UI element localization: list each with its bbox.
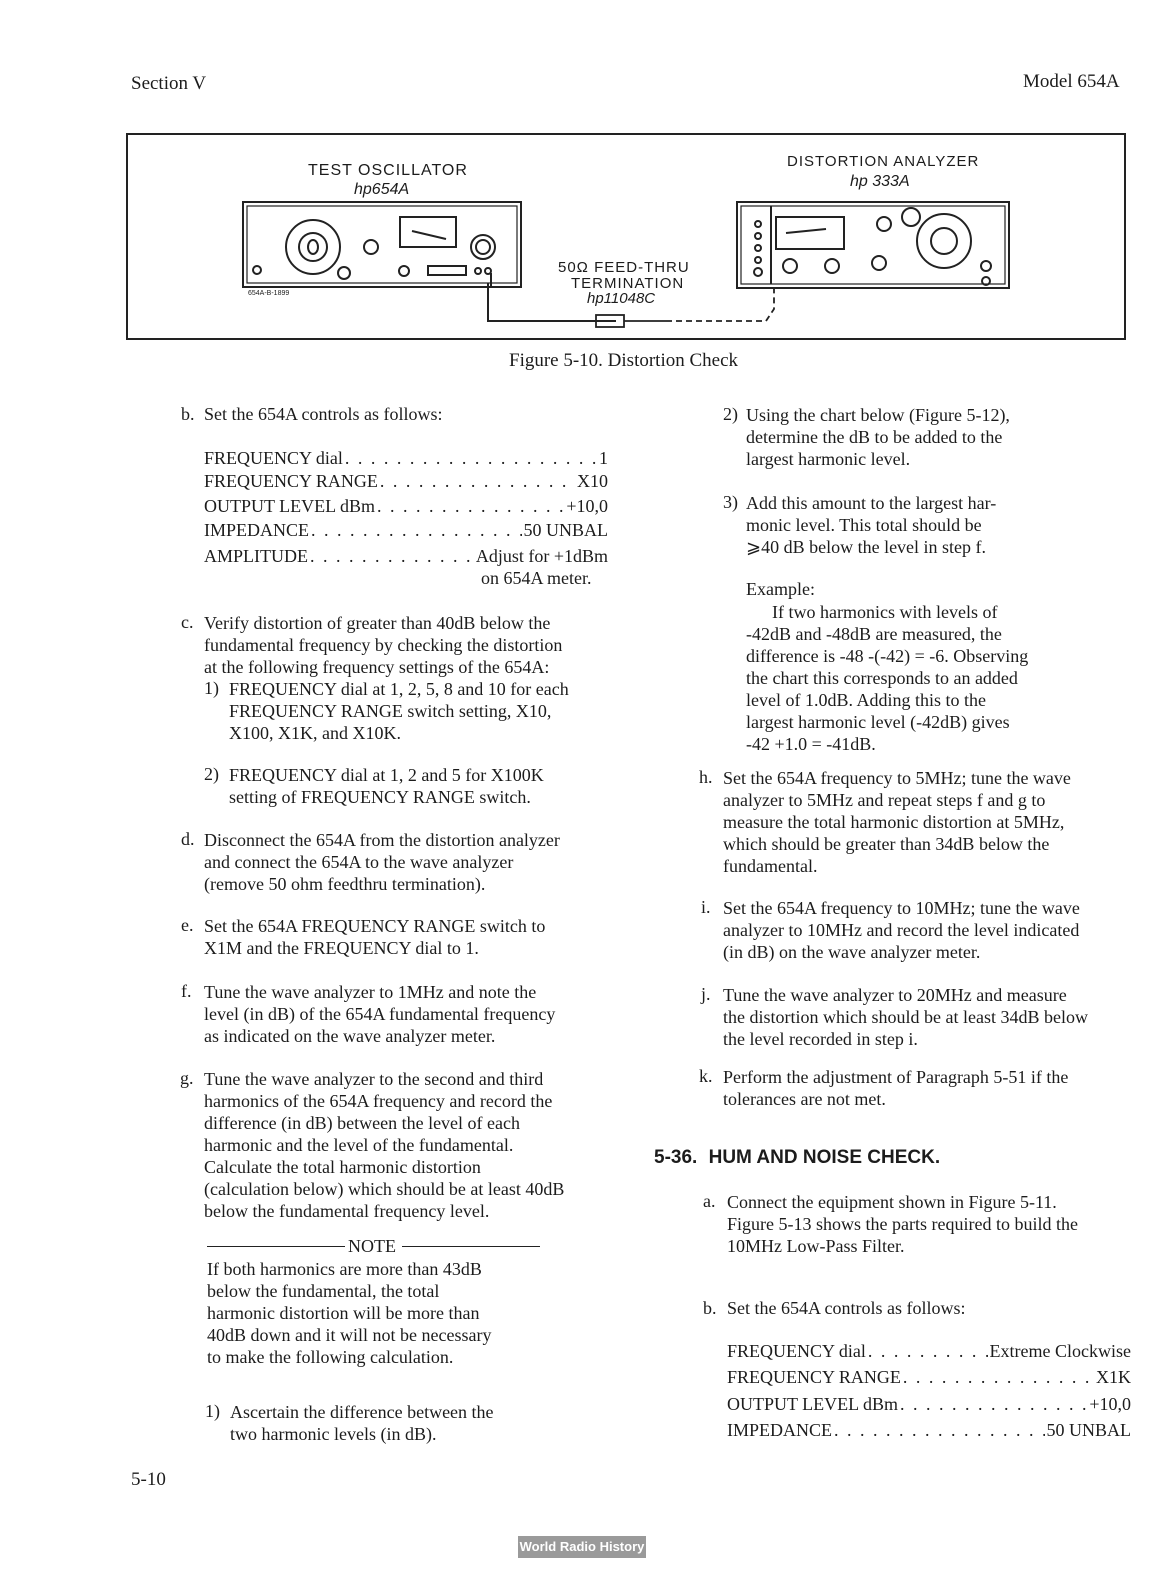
step-c-text: Verify distortion of greater than 40dB below the fundamental frequency by checking the distortion at the following frequency settings of the 654A: xyxy=(204,613,563,677)
step-g-text: Tune the wave analyzer to the second and third harmonics of the 654A frequency and record the difference (in dB) between the level of each harmonic and the level of the fundamental. Calculate the total harmonic distortion (calculation below) which should be at least 40dB below the fundamental frequency level. xyxy=(204,1069,565,1221)
example-text: If two harmonics with levels of -42dB and -48dB are measured, the difference is -48 -(-42) = -6. Observing the chart this corresponds to an added level of 1.0dB. Adding this to the largest harmonic level (-42dB) gives -42 +1.0 = -41dB. xyxy=(746,602,1029,754)
step-c1-label: 1) xyxy=(204,678,219,698)
setting-row xyxy=(204,471,608,492)
step-a-label: a. xyxy=(703,1191,716,1211)
setting-name: FREQUENCY dial xyxy=(204,448,343,468)
step-b2-text: Set the 654A controls as follows: xyxy=(727,1298,966,1318)
setting-value: Adjust for +1dBm xyxy=(475,546,608,566)
setting-name: FREQUENCY dial xyxy=(727,1341,866,1361)
section-title: HUM AND NOISE CHECK. xyxy=(708,1147,941,1168)
setting-row xyxy=(204,448,608,469)
step-g3-label: 3) xyxy=(723,492,738,512)
setting-row xyxy=(727,1420,1131,1441)
amplitude-continued: on 654A meter. xyxy=(481,568,592,588)
setting-name: AMPLITUDE xyxy=(204,546,308,566)
step-g1-label: 1) xyxy=(205,1401,220,1421)
step-d-label: d. xyxy=(181,829,195,849)
note-rule-right xyxy=(402,1246,540,1247)
model-label: Model 654A xyxy=(1023,71,1120,92)
section-heading xyxy=(654,1147,940,1169)
note-rule-left xyxy=(207,1246,345,1247)
setting-value: 1 xyxy=(599,448,608,468)
step-h-text: Set the 654A frequency to 5MHz; tune the wave analyzer to 5MHz and repeat steps f and g to measure the total harmonic distortion at 5MHz, which should be greater than 34dB below the fundamental. xyxy=(723,768,1071,876)
termination-model: hp11048C xyxy=(587,290,656,307)
setting-value: +10,0 xyxy=(566,496,608,516)
step-k-text: Perform the adjustment of Paragraph 5-51 if the tolerances are not met. xyxy=(723,1067,1069,1109)
step-c-label: c. xyxy=(181,612,194,632)
step-f-text: Tune the wave analyzer to 1MHz and note the level (in dB) of the 654A fundamental frequency as indicated on the wave analyzer meter. xyxy=(204,982,556,1046)
step-k-label: k. xyxy=(699,1066,713,1086)
step-g2-text: Using the chart below (Figure 5-12), determine the dB to be added to the largest harmonic level. xyxy=(746,405,1010,469)
step-c2-text: FREQUENCY dial at 1, 2 and 5 for X100K setting of FREQUENCY RANGE switch. xyxy=(229,765,544,807)
setting-value: +10,0 xyxy=(1089,1394,1131,1414)
setting-row xyxy=(204,546,608,567)
setting-row xyxy=(727,1394,1131,1415)
step-g3-text: Add this amount to the largest har- monic level. This total should be ⩾40 dB below the level in step f. xyxy=(746,493,997,557)
step-e-label: e. xyxy=(181,915,194,935)
distortion-analyzer-drawing xyxy=(737,202,1009,288)
setting-name: IMPEDANCE xyxy=(727,1420,833,1440)
step-i-text: Set the 654A frequency to 10MHz; tune the wave analyzer to 10MHz and record the level indicated (in dB) on the wave analyzer meter. xyxy=(723,898,1080,962)
step-d-text: Disconnect the 654A from the distortion analyzer and connect the 654A to the wave analyzer (remove 50 ohm feedthru termination). xyxy=(204,830,560,894)
step-i-label: i. xyxy=(701,897,711,917)
setting-value: X1K xyxy=(1096,1367,1131,1387)
step-e-text: Set the 654A FREQUENCY RANGE switch to X1M and the FREQUENCY dial to 1. xyxy=(204,916,546,958)
setting-name: FREQUENCY RANGE xyxy=(727,1367,901,1387)
setting-name: OUTPUT LEVEL dBm xyxy=(204,496,375,516)
figure-distortion-check xyxy=(126,133,1126,340)
section-label: Section V xyxy=(131,73,207,94)
note-title: NOTE xyxy=(348,1236,396,1256)
setting-value: 50 UNBAL xyxy=(1046,1420,1131,1440)
step-f-label: f. xyxy=(181,981,192,1001)
step-c1-text: FREQUENCY dial at 1, 2, 5, 8 and 10 for each FREQUENCY RANGE switch setting, X10, X100, X1K, and X10K. xyxy=(229,679,569,743)
termination-label-1: 50Ω FEED-THRU xyxy=(558,259,690,276)
step-a-text: Connect the equipment shown in Figure 5-11. Figure 5-13 shows the parts required to build the 10MHz Low-Pass Filter. xyxy=(727,1192,1078,1256)
analyzer-title: DISTORTION ANALYZER xyxy=(787,153,980,170)
analyzer-model: hp 333A xyxy=(850,173,910,190)
setting-value: Extreme Clockwise xyxy=(989,1341,1131,1361)
termination-label-2: TERMINATION xyxy=(571,275,685,292)
step-h-label: h. xyxy=(699,767,713,787)
step-b2-label: b. xyxy=(703,1298,717,1318)
setting-name: OUTPUT LEVEL dBm xyxy=(727,1394,898,1414)
step-b-label: b. xyxy=(181,404,195,424)
step-c2-label: 2) xyxy=(204,764,219,784)
step-g-label: g. xyxy=(180,1068,194,1088)
step-g2-label: 2) xyxy=(723,404,738,424)
oscillator-serial: 654A-B-1899 xyxy=(248,290,290,297)
step-b-text: Set the 654A controls as follows: xyxy=(204,404,443,424)
setting-row xyxy=(727,1367,1131,1388)
setting-value: 50 UNBAL xyxy=(523,520,608,540)
oscillator-title: TEST OSCILLATOR xyxy=(308,162,468,179)
figure-caption: Figure 5-10. Distortion Check xyxy=(509,350,739,371)
step-j-label: j. xyxy=(701,984,711,1004)
setting-name: IMPEDANCE xyxy=(204,520,310,540)
setting-row xyxy=(204,496,608,517)
setting-value: X10 xyxy=(577,471,608,491)
page-number: 5-10 xyxy=(131,1469,166,1490)
setting-row xyxy=(727,1341,1131,1362)
example-title: Example: xyxy=(746,579,815,599)
oscillator-model: hp654A xyxy=(354,181,410,198)
note-text: If both harmonics are more than 43dB below the fundamental, the total harmonic distortion will be more than 40dB down and it will not be necessary to make the following calculation. xyxy=(207,1259,492,1367)
step-j-text: Tune the wave analyzer to 20MHz and measure the distortion which should be at least 34dB below the level recorded in step i. xyxy=(723,985,1088,1049)
watermark: World Radio History xyxy=(518,1536,646,1558)
step-g1-text: Ascertain the difference between the two harmonic levels (in dB). xyxy=(230,1402,494,1444)
setting-row xyxy=(204,520,608,541)
section-number: 5-36. xyxy=(654,1147,698,1168)
setting-name: FREQUENCY RANGE xyxy=(204,471,378,491)
